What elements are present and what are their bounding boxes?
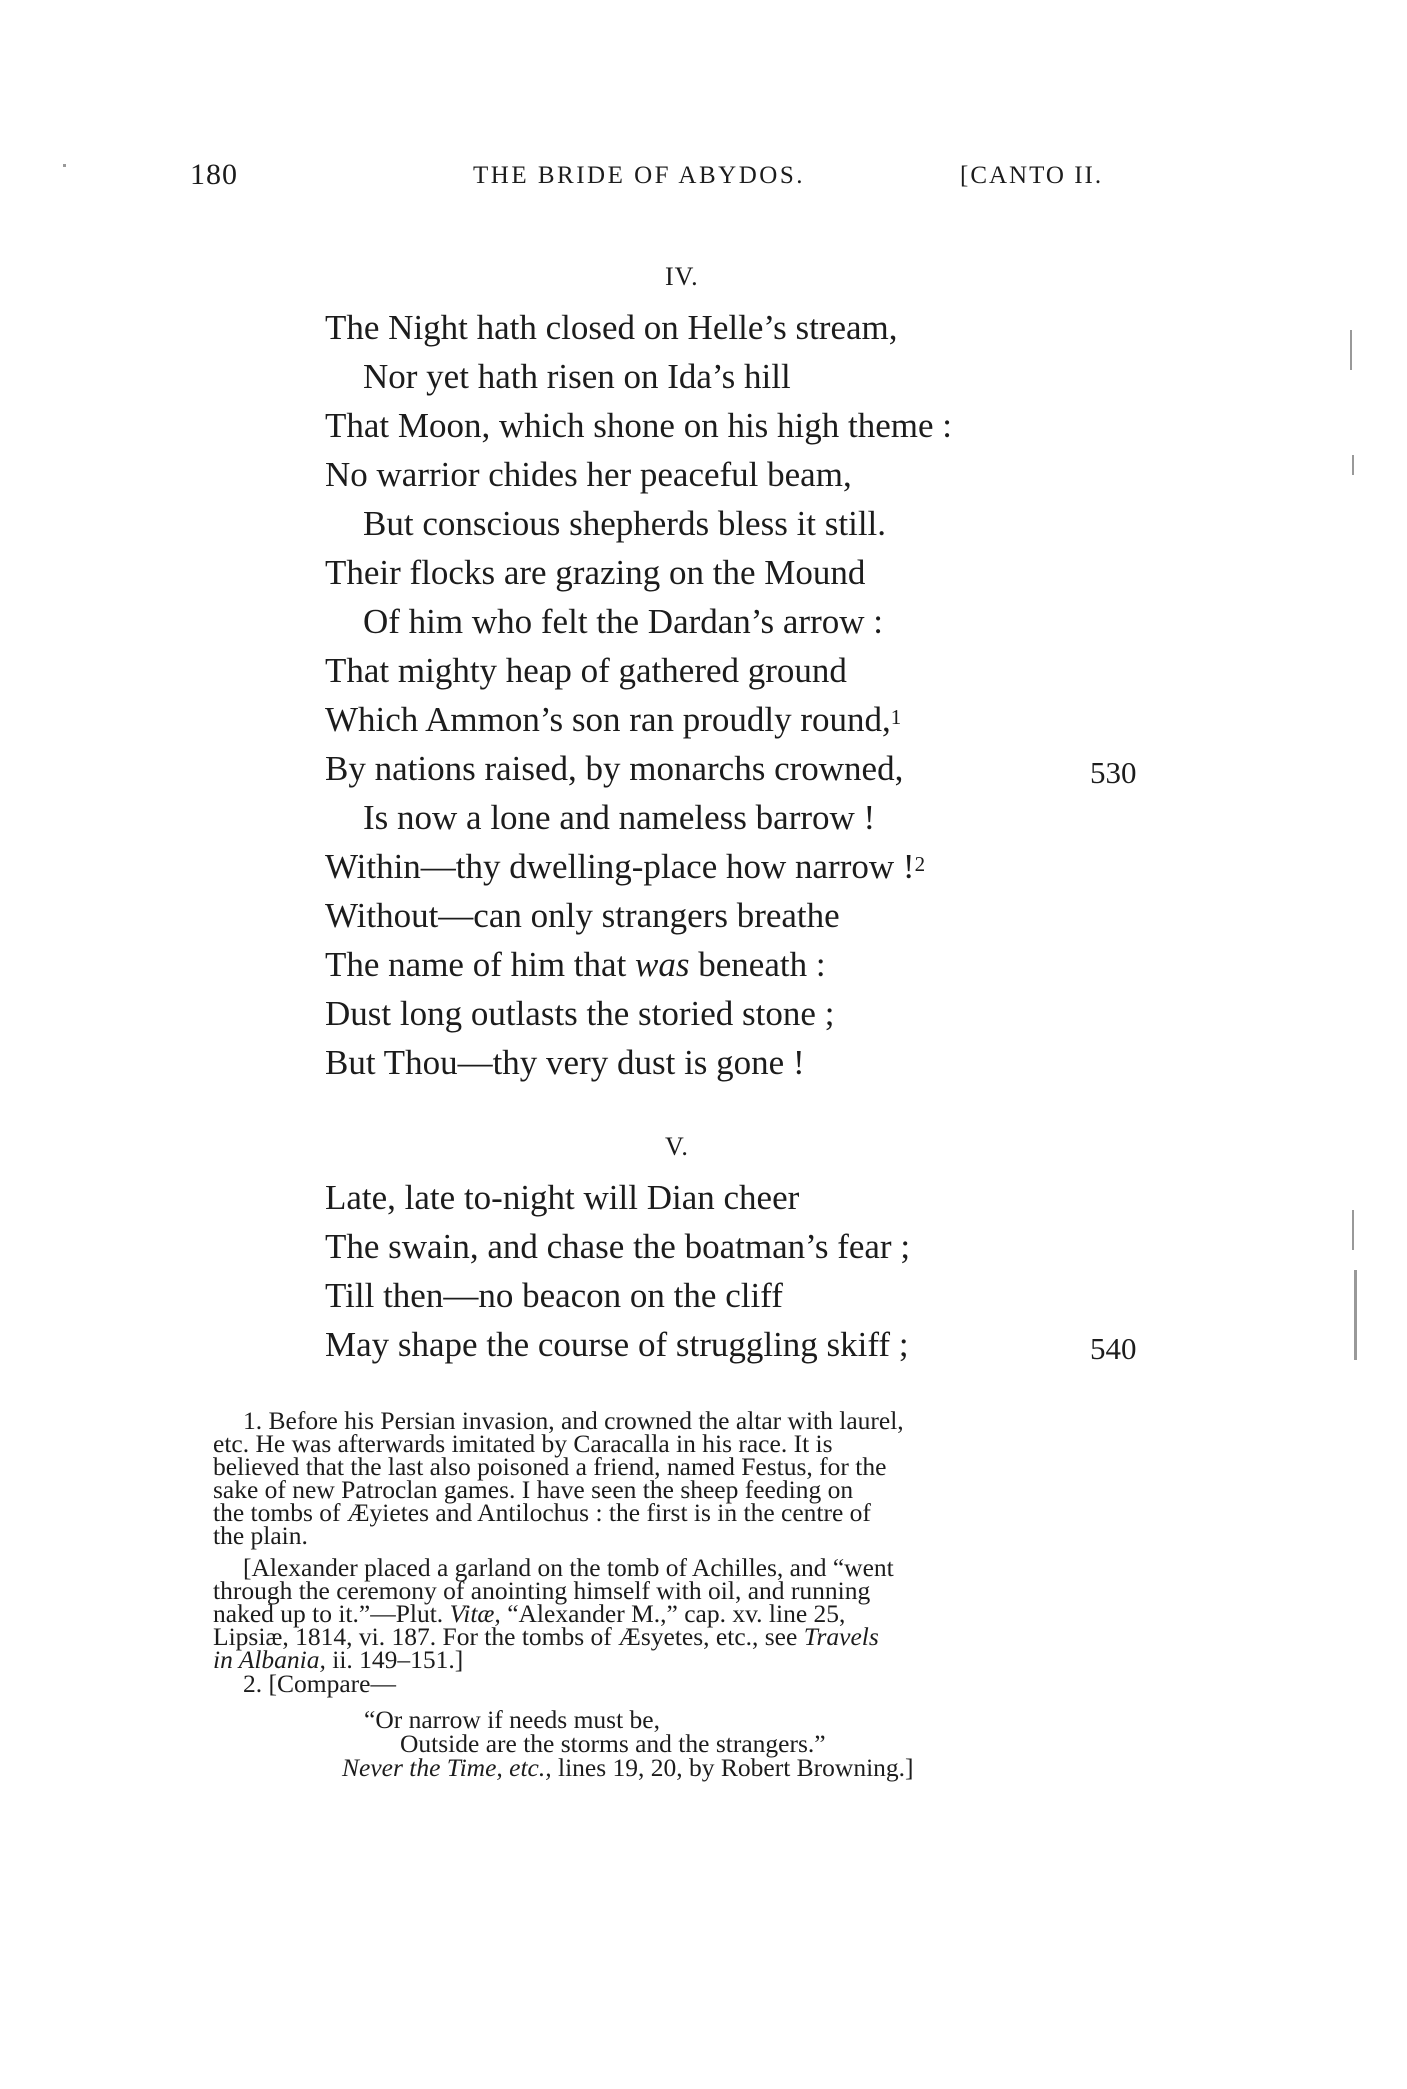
footnote-text: ii. 149–151.] <box>325 1645 464 1674</box>
verse-text: beneath : <box>689 945 826 984</box>
verse-line: The Night hath closed on Helle’s stream, <box>325 308 898 347</box>
verse-text: Within—thy dwelling-place how narrow ! <box>325 847 915 886</box>
footnote-italic: in Albania, <box>213 1645 326 1674</box>
line-number: 540 <box>1090 1331 1137 1366</box>
footnote-italic: Vitæ, <box>449 1599 501 1628</box>
footnote-1-line: believed that the last also poisoned a friend, named Festus, for the <box>213 1452 887 1481</box>
verse-line: But conscious shepherds bless it still. <box>363 504 887 543</box>
verse-text: The name of him that <box>325 945 636 984</box>
verse-line: That mighty heap of gathered ground <box>325 651 847 690</box>
footnote-ref-2: 2 <box>914 851 926 876</box>
stanza-numeral-v: V. <box>665 1132 689 1161</box>
line-number: 530 <box>1090 755 1137 790</box>
verse-line: That Moon, which shone on his high theme : <box>325 406 953 445</box>
footnote-1-line: the tombs of Æyietes and Antilochus : the first is in the centre of <box>213 1498 871 1527</box>
verse-text: Which Ammon’s son ran proudly round, <box>325 700 891 739</box>
verse-line: Nor yet hath risen on Ida’s hill <box>363 357 791 396</box>
verse-line <box>325 700 901 740</box>
footnote-1-line: etc. He was afterwards imitated by Caracalla in his race. It is <box>213 1429 833 1458</box>
footnote-2-quote: “Or narrow if needs must be, <box>364 1705 660 1734</box>
page-number: 180 <box>190 158 238 191</box>
verse-line: Of him who felt the Dardan’s arrow : <box>363 602 883 641</box>
footnote-2-intro: 2. [Compare— <box>243 1669 396 1698</box>
footnote-text: lines 19, 20, by Robert Browning.] <box>551 1753 914 1782</box>
scan-speck <box>1354 1270 1357 1360</box>
footnote-2-quote: Outside are the storms and the strangers.” <box>400 1729 826 1758</box>
footnote-2-citation <box>342 1753 914 1782</box>
footnote-text: Lipsiæ, 1814, vi. 187. For the tombs of Æsyetes, etc., see <box>213 1622 804 1651</box>
footnote-1-line: sake of new Patroclan games. I have seen the sheep feeding on <box>213 1475 854 1504</box>
verse-line: Till then—no beacon on the cliff <box>325 1276 783 1315</box>
verse-line: May shape the course of struggling skiff ; <box>325 1325 909 1364</box>
verse-line: The swain, and chase the boatman’s fear ; <box>325 1227 911 1266</box>
scan-speck <box>1350 330 1352 370</box>
footnote-1-line: 1. Before his Persian invasion, and crowned the altar with laurel, <box>243 1406 904 1435</box>
footnote-text: naked up to it.”—Plut. <box>213 1599 450 1628</box>
footnote-1-editorial <box>213 1599 846 1628</box>
verse-line: Dust long outlasts the storied stone ; <box>325 994 835 1033</box>
running-title: THE BRIDE OF ABYDOS. <box>473 162 805 189</box>
footnote-1-editorial: through the ceremony of anointing himself with oil, and running <box>213 1576 871 1605</box>
footnote-text: “Alexander M.,” cap. xv. line 25, <box>500 1599 846 1628</box>
footnote-1-editorial <box>213 1645 464 1674</box>
scan-speck <box>63 164 66 167</box>
verse-line: No warrior chides her peaceful beam, <box>325 455 852 494</box>
verse-line <box>325 945 826 985</box>
footnote-ref-1: 1 <box>890 704 902 729</box>
footnote-italic: Travels <box>803 1622 879 1651</box>
verse-line: Their flocks are grazing on the Mound <box>325 553 866 592</box>
verse-line: Is now a lone and nameless barrow ! <box>363 798 876 837</box>
verse-emphasis: was <box>635 945 690 984</box>
verse-line <box>325 847 925 887</box>
stanza-numeral-iv: IV. <box>665 262 699 291</box>
scan-speck <box>1352 455 1354 475</box>
footnote-1-line: the plain. <box>213 1521 308 1550</box>
verse-line: By nations raised, by monarchs crowned, <box>325 749 904 788</box>
footnote-1-editorial <box>213 1622 879 1651</box>
verse-line: Without—can only strangers breathe <box>325 896 840 935</box>
canto-label: [CANTO II. <box>960 162 1104 189</box>
footnote-1-editorial: [Alexander placed a garland on the tomb of Achilles, and “went <box>243 1553 894 1582</box>
footnote-italic: Never the Time, etc., <box>342 1753 552 1782</box>
verse-line: Late, late to-night will Dian cheer <box>325 1178 800 1217</box>
verse-line: But Thou—thy very dust is gone ! <box>325 1043 805 1082</box>
scan-speck <box>1352 1210 1354 1250</box>
